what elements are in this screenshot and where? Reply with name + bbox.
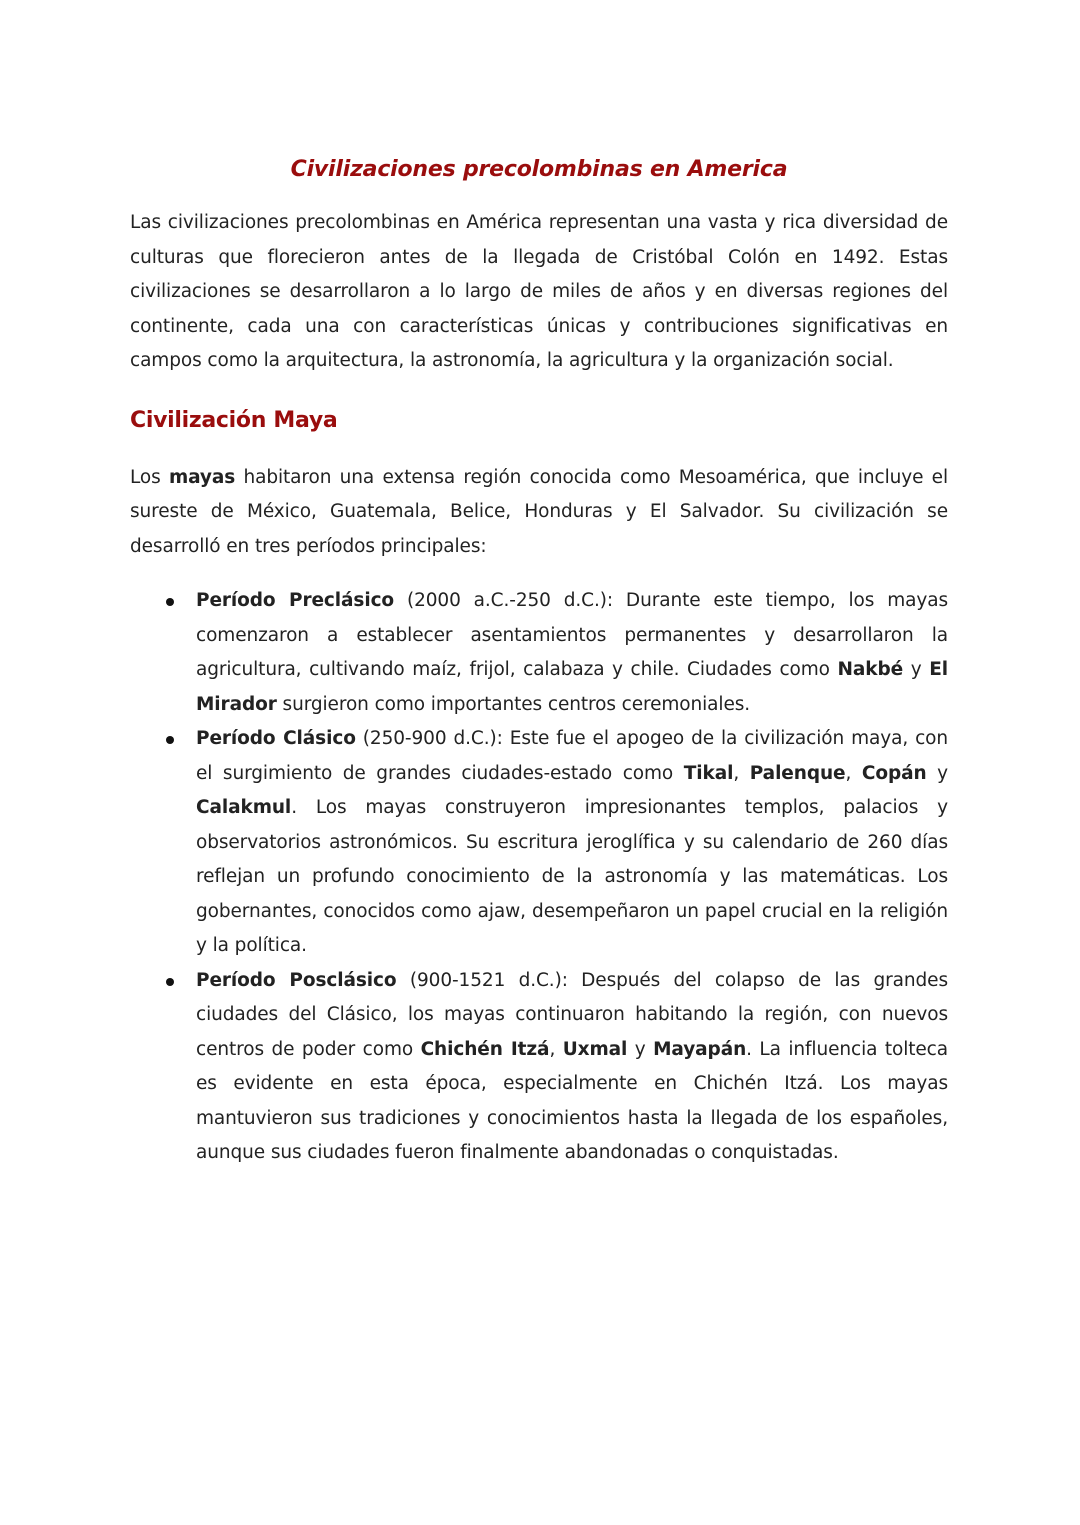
text-run: , (845, 762, 862, 784)
bold-term: Palenque (749, 762, 846, 784)
text-run: surgieron como importantes centros ceremoniales. (276, 693, 751, 715)
bold-term: Uxmal (562, 1038, 628, 1060)
bold-term: Copán (861, 762, 927, 784)
document-page (130, 150, 948, 1171)
bold-term: El Mirador (196, 659, 948, 715)
bold-term: Tikal (683, 762, 734, 784)
bullet-icon (166, 736, 174, 744)
intro-paragraph: Las civilizaciones precolombinas en América representan una vasta y rica diversidad de culturas que florecieron antes de la llegada de Cristóbal Colón en 1492. Estas civilizaciones se desarrollaron a lo largo de miles de años y en diversas regiones del continente, cada una con características únicas y contribuciones significativas en campos como la arquitectura, la astronomía, la agricultura y la organización social. (130, 212, 948, 371)
period-name: Período Preclásico (196, 590, 395, 611)
text-run: (2000 a.C.-250 d.C.): Durante este tiempo, los mayas comenzaron a establecer asentamientos permanentes y desarrollaron la agricultura, cultivando maíz, frijol, calabaza y chile. Ciudades como (196, 590, 948, 680)
bold-term: Mayapán (653, 1038, 747, 1060)
period-name: Período Posclásico (196, 969, 397, 991)
text-run: (250-900 d.C.): Este fue el apogeo de la civilización maya, con el surgimiento de grandes ciudades-estado como (196, 728, 949, 784)
bold-term: Chichén Itzá (420, 1038, 550, 1060)
bold-term: Calakmul (196, 797, 292, 818)
maya-intro-paragraph (130, 461, 948, 565)
text-run: habitaron una extensa región conocida como Mesoamérica, que incluye el sureste de México, Guatemala, Belice, Honduras y El Salvador. Su civilización se desarrolló en tres períodos principales: (130, 466, 948, 557)
period-item-clasico (130, 722, 948, 964)
period-item-preclasico (130, 584, 948, 722)
bold-term: mayas (168, 466, 236, 488)
text-run: . La influencia tolteca es evidente en esta época, especialmente en Chichén Itzá. Los mayas mantuvieron sus tradiciones y conocimientos hasta la llegada de los españoles, aunque sus ciudades fueron finalmente abandonadas o conquistadas. (196, 1038, 948, 1163)
period-name: Período Clásico (196, 728, 356, 749)
text-run: , (549, 1038, 563, 1060)
section-heading-maya: Civilización Maya (130, 407, 338, 433)
bold-term: Nakbé (837, 659, 904, 680)
period-item-posclasico (130, 964, 948, 1171)
text-run: y (903, 659, 930, 680)
period-list (130, 584, 948, 1171)
bullet-icon (166, 598, 174, 606)
bullet-icon (166, 978, 174, 986)
text-run: y (926, 762, 949, 784)
text-run: . Los mayas construyeron impresionantes templos, palacios y observatorios astronómicos. Su escritura jeroglífica y su calendario de 260 días reflejan un profundo conocimiento de la astronomía y las matemáticas. Los gobernantes, conocidos como ajaw, desempeñaron un papel crucial en la religión y la política. (196, 797, 948, 956)
document-title: Civilizaciones precolombinas en America (290, 157, 788, 182)
text-run: y (627, 1038, 654, 1060)
text-run: Los (130, 466, 169, 488)
text-run: , (733, 762, 750, 784)
text-run: (900-1521 d.C.): Después del colapso de las grandes ciudades del Clásico, los mayas continuaron habitando la región, con nuevos centros de poder como (196, 969, 948, 1060)
